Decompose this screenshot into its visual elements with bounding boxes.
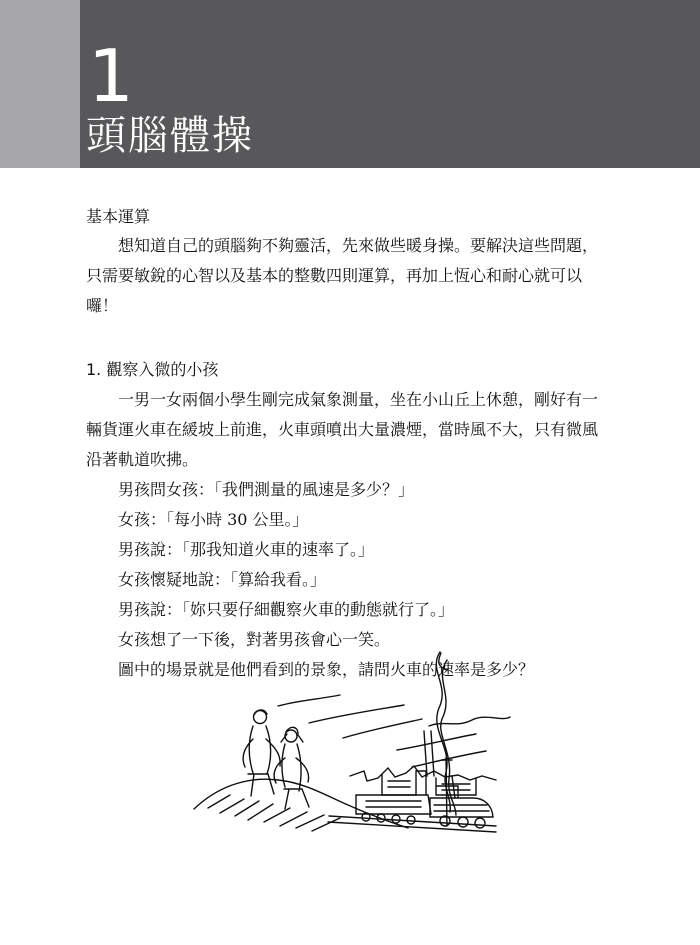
children-watching-train-illustration <box>190 650 520 845</box>
question-line: 圖中的場景就是他們看到的景象，請問火車的速率是多少？ <box>118 660 535 679</box>
hill-outline <box>194 779 408 828</box>
chapter-number: 1 <box>88 34 134 118</box>
factory-chimney <box>424 731 427 776</box>
section-heading: 基本運算 <box>86 207 151 226</box>
dialogue-line-5: 男孩說：「妳只要仔細觀察火車的動態就行了。」 <box>118 600 455 619</box>
skyline <box>350 766 496 781</box>
train-wheel <box>475 818 485 828</box>
hill-hatching <box>208 795 340 831</box>
train-wheel <box>392 815 400 823</box>
train-body <box>430 798 493 817</box>
girl-body <box>274 744 309 809</box>
section-intro: 想知道自己的頭腦夠不夠靈活，先來做些暖身操。要解決這些問題，只需要敏銳的心智以及基本的整數四則運算，再加上恆心和耐心就可以囉！ <box>86 236 599 315</box>
train-body <box>356 795 431 814</box>
problem-heading: 1. 觀察入微的小孩 <box>86 360 219 379</box>
problem-story: 一男一女兩個小學生剛完成氣象測量，坐在小山丘上休憩，剛好有一輛貨運火車在緩坡上前進，火車頭噴出大量濃煙，當時風不大，只有微風沿著軌道吹拂。 <box>86 390 599 469</box>
smoke-plume <box>436 652 450 812</box>
dialogue-line-1: 男孩問女孩：「我們測量的風速是多少？」 <box>118 480 415 499</box>
dialogue-line-3: 男孩說：「那我知道火車的速率了。」 <box>118 540 375 559</box>
sky-stroke <box>309 705 404 723</box>
illustration-drawing <box>190 650 520 845</box>
chapter-title: 頭腦體操 <box>86 113 254 159</box>
sky-stroke <box>278 695 340 706</box>
train-details <box>366 801 489 811</box>
boy-body <box>243 726 280 796</box>
page-content <box>86 205 612 685</box>
train-wheel <box>407 816 415 824</box>
dialogue-line-6: 女孩想了一下後，對著男孩會心一笑。 <box>118 630 391 649</box>
train-wheel <box>458 817 468 827</box>
factory-chimney <box>431 731 434 776</box>
sky-stroke <box>343 719 422 738</box>
chapter-header-accent <box>0 0 80 168</box>
sky-stroke <box>397 734 476 750</box>
dialogue-line-2: 女孩：「每小時 30 公里。」 <box>118 510 309 529</box>
dialogue-line-4: 女孩懷疑地說：「算給我看。」 <box>118 570 327 589</box>
